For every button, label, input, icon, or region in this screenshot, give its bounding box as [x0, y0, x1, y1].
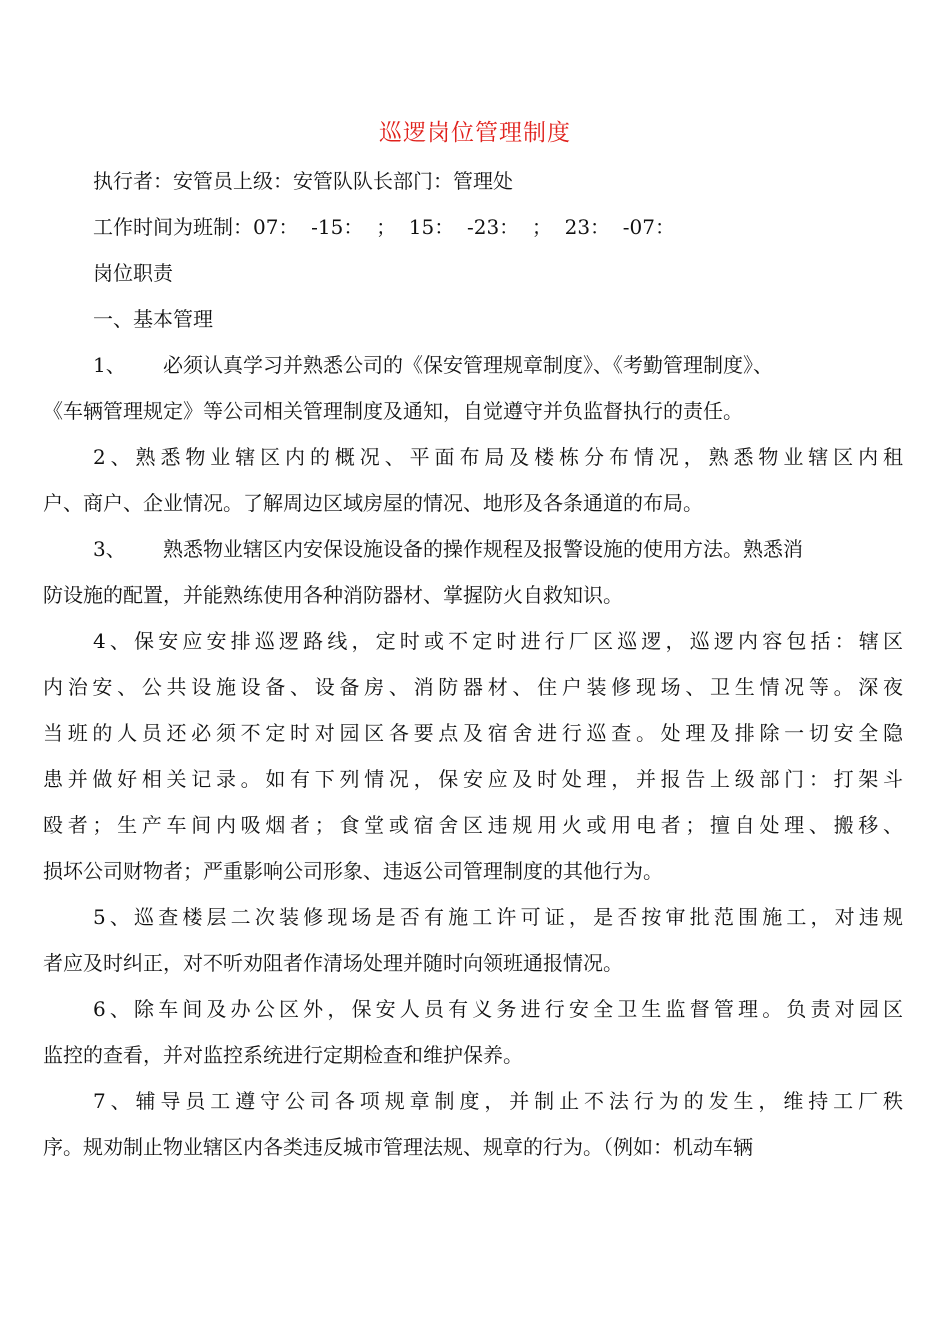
- paragraph-3-number: 3、: [93, 537, 126, 561]
- paragraph-5-line-1: 5、巡查楼层二次装修现场是否有施工许可证，是否按审批范围施工，对违规: [93, 905, 903, 929]
- document-title: 巡逻岗位管理制度: [379, 120, 571, 146]
- paragraph-4-line-3: 当班的人员还必须不定时对园区各要点及宿舍进行巡查。处理及排除一切安全隐: [43, 721, 903, 745]
- meta-line-roles: 执行者：安管员上级：安管队队长部门：管理处: [93, 169, 513, 193]
- paragraph-7-line-2: 序。规劝制止物业辖区内各类违反城市管理法规、规章的行为。（例如：机动车辆: [43, 1135, 753, 1159]
- meta-line-shifts: 工作时间为班制：07： -15： ； 15： -23： ； 23： -07：: [93, 215, 675, 239]
- paragraph-4-line-5: 殴者；生产车间内吸烟者；食堂或宿舍区违规用火或用电者；擅自处理、搬移、: [43, 813, 903, 837]
- paragraph-3-line-2: 防设施的配置，并能熟练使用各种消防器材、掌握防火自救知识。: [43, 583, 623, 607]
- paragraph-1-line-2: 《车辆管理规定》等公司相关管理制度及通知，自觉遵守并负监督执行的责任。: [43, 399, 743, 423]
- paragraph-6-line-2: 监控的查看，并对监控系统进行定期检查和维护保养。: [43, 1043, 523, 1067]
- paragraph-1-number: 1、: [93, 353, 126, 377]
- paragraph-4-line-6: 损坏公司财物者；严重影响公司形象、违返公司管理制度的其他行为。: [43, 859, 663, 883]
- paragraph-3-text: 熟悉物业辖区内安保设施设备的操作规程及报警设施的使用方法。熟悉消: [163, 537, 803, 561]
- paragraph-4-line-2: 内治安、公共设施设备、设备房、消防器材、住户装修现场、卫生情况等。深夜: [43, 675, 903, 699]
- paragraph-2-line-2: 户、商户、企业情况。了解周边区域房屋的情况、地形及各条通道的布局。: [43, 491, 703, 515]
- paragraph-7-line-1: 7、辅导员工遵守公司各项规章制度，并制止不法行为的发生，维持工厂秩: [93, 1089, 903, 1113]
- paragraph-1-line-1: [93, 350, 903, 380]
- paragraph-4-line-4: 患并做好相关记录。如有下列情况，保安应及时处理，并报告上级部门：打架斗: [43, 767, 903, 791]
- paragraph-5-line-2: 者应及时纠正，对不听劝阻者作清场处理并随时向领班通报情况。: [43, 951, 623, 975]
- paragraph-6-line-1: 6、除车间及办公区外，保安人员有义务进行安全卫生监督管理。负责对园区: [93, 997, 903, 1021]
- paragraph-4-line-1: 4、保安应安排巡逻路线，定时或不定时进行厂区巡逻，巡逻内容包括：辖区: [93, 629, 903, 653]
- paragraph-2-line-1: 2、熟悉物业辖区内的概况、平面布局及楼栋分布情况，熟悉物业辖区内租: [93, 445, 903, 469]
- paragraph-3-line-1: [93, 534, 903, 564]
- paragraph-1-text: 必须认真学习并熟悉公司的《保安管理规章制度》、《考勤管理制度》、: [163, 353, 773, 377]
- heading-duties: 岗位职责: [93, 261, 173, 285]
- heading-basic-management: 一、基本管理: [93, 307, 213, 331]
